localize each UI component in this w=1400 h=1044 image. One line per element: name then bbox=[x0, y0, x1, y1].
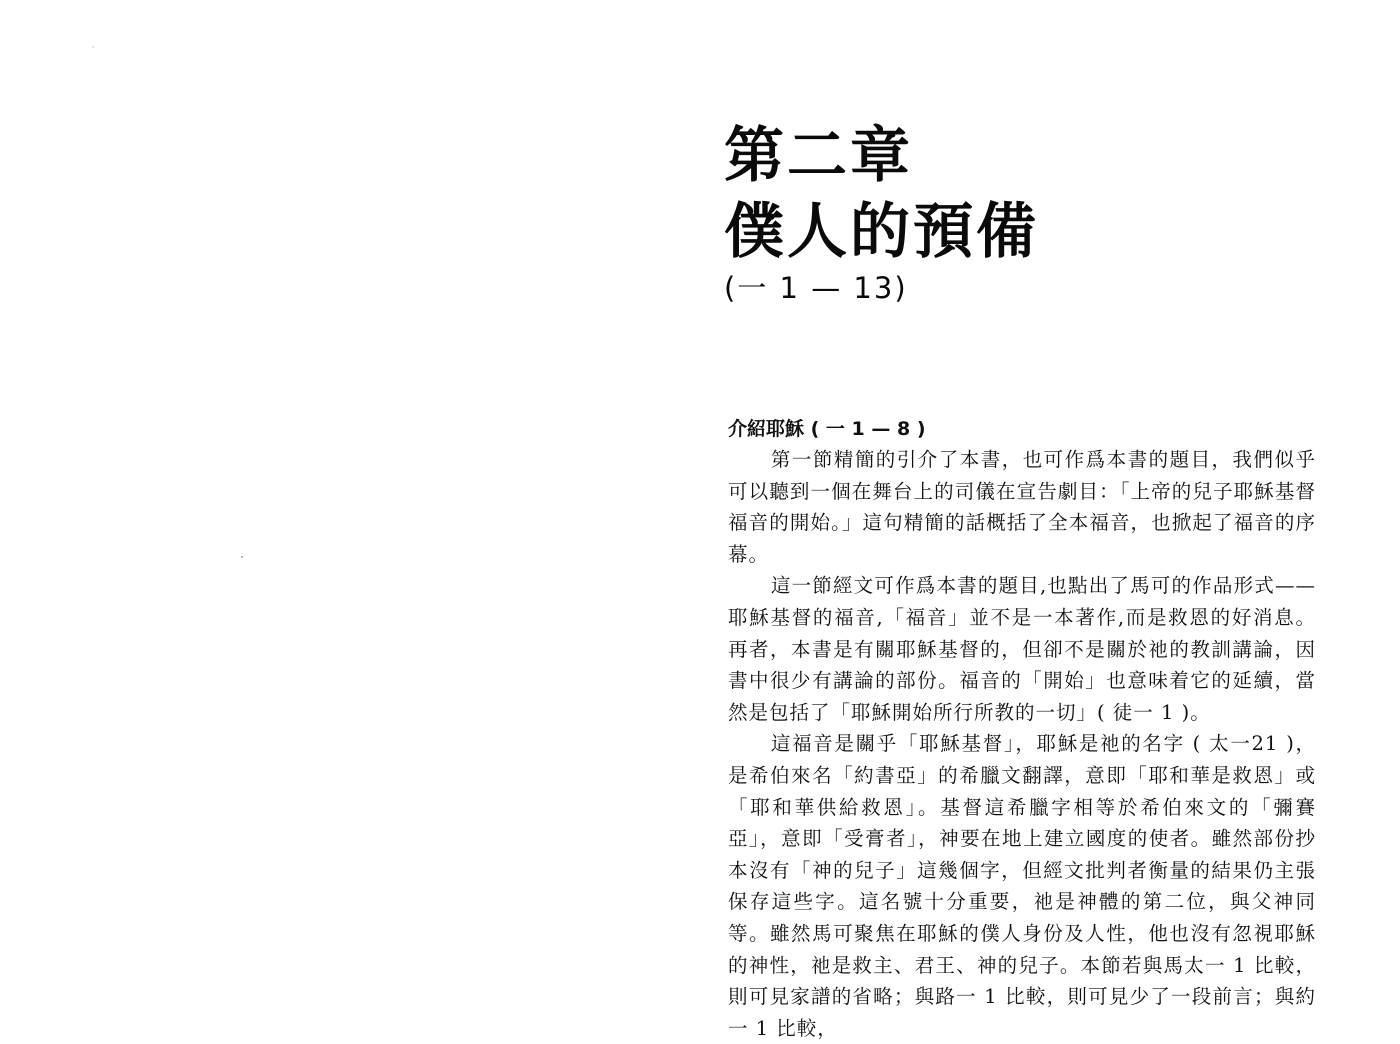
section-introducing-jesus bbox=[728, 416, 1316, 1044]
paper-speck bbox=[241, 556, 243, 558]
paper-speck bbox=[92, 46, 94, 48]
chapter-verse-range: (一 1 — 13) bbox=[724, 271, 908, 305]
chapter-title: 僕人的預備 bbox=[724, 197, 1039, 267]
left-page-blank bbox=[0, 0, 700, 1019]
chapter-heading bbox=[724, 118, 1184, 306]
chapter-number: 第二章 bbox=[724, 121, 913, 191]
body-paragraph: 這一節經文可作爲本書的題目,也點出了馬可的作品形式——耶穌基督的福音,「福音」並不是一本著作,而是救恩的好消息。再者，本書是有關耶穌基督的，但卻不是關於祂的教訓講論，因書中很少有講論的部份。福音的「開始」也意味着它的延續，當然是包括了「耶穌開始所行所教的一切」( 徒一 1 )。 bbox=[728, 574, 1316, 724]
body-paragraph: 第一節精簡的引介了本書，也可作爲本書的題目，我們似乎可以聽到一個在舞台上的司儀在宣告劇目：「上帝的兒子耶穌基督福音的開始。」這句精簡的話概括了全本福音，也掀起了福音的序幕。 bbox=[728, 448, 1316, 566]
body-paragraph: 這福音是關乎「耶穌基督」，耶穌是祂的名字 ( 太一21 )，是希伯來名「約書亞」的希臘文翻譯，意即「耶和華是救恩」或「耶和華供給救恩」。基督這希臘字相等於希伯來文的「彌賽亞」，意即「受膏者」，神要在地上建立國度的使者。雖然部份抄本沒有「神的兒子」這幾個字，但經文批判者衡量的結果仍主張保存這些字。這名號十分重要，祂是神體的第二位，與父神同等。雖然馬可聚焦在耶穌的僕人身份及人性，他也沒有忽視耶穌的神性，祂是救主、君王、神的兒子。本節若與馬太一 1 比較，則可見家譜的省略；與路一 1 比較，則可見少了一段前言；與約一 1 比較， bbox=[728, 732, 1316, 1040]
section-heading: 介紹耶穌 ( 一 1 — 8 ) bbox=[728, 418, 926, 440]
right-page bbox=[700, 0, 1400, 1040]
